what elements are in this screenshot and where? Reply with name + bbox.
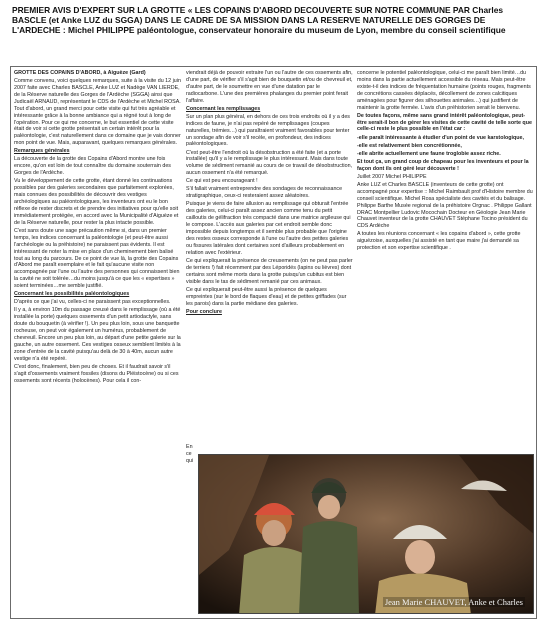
paragraph: C'est donc, finalement, bien peu de choses. Et il faudrait savoir s'il s'agit d'ossements vraiment fossiles (disons du Pléistocène) ou si ces ossements sont récents (holocènes). Pour cela il con- bbox=[14, 363, 179, 384]
paragraph: Ce qui expliquerait peut-être aussi la présence de quelques empreintes (sur le bord de flaques d'eau) et de petites griffades (sur les parois) dans la partie médiane des galeries. bbox=[186, 286, 347, 307]
bold-statement: Et tout ça, un grand coup de chapeau pour les inventeurs et pour la façon dont ils ont géré leur découverte ! bbox=[357, 158, 529, 172]
paragraph: Il y a, à environ 10m du passage creusé dans le remplissage (où a été installée la porte) quelques ossements d'un petit artiodactyle, sans doute du bouquetin (à vérifier !). Un peu plus loin, sous une banquette rocheuse, on peut voir également un humérus, probablement de chevreuil. Encore un peu plus loin, au départ d'une petite galerie sur la gauche, un autre ossement. Ces vestiges osseux semblent limités à la zone d'entrée de la cavité puisqu'au delà de 30 à 40m, aucun autre vestige n'a été repéré. bbox=[14, 307, 181, 362]
paragraph: concerne le potentiel paléontologique, celui-ci me paraît bien limité…du moins dans la partie actuellement accessible du réseau. Mais peut-être existe-t-il des indices de fréquentation humaine (points rouges, fragments de concrétions cassées déplacés, décollement de zones calcitiques aménagées pour figurer des silhouettes animales…) qui justifient de maintenir la grotte fermée. L'avis d'un préhistorien serait le bienvenu. bbox=[357, 70, 531, 111]
bold-statement: -elle abrite actuellement une faune troglobie assez riche. bbox=[357, 150, 501, 157]
paragraph: Comme convenu, voici quelques remarques, suite à la visite du 12 juin 2007 faite avec Charles BASCLE, Anke LUZ et Nadège VAN LIERDE, de la Réserve naturelle des Gorges de l'Ardèche (SGGA) ainsi que Judicaël ARNAUD, représentant le CDS de l'Ardèche et Michel ROSA. Tout d'abord, un grand merci pour cette visite qui fut très agréable et intéressante grâce à la bonne ambiance qui a régné tout à long de l'opération. Pour ce qui me concerne, le but essentiel de cette visite était de voir si cette grotte présentait un certain intérêt pour la paléontologie, c'est naturellement dans ce domaine que je vais donner mon point de vue. Mais, auparavant, quelques remarques générales. bbox=[14, 78, 181, 147]
bold-statement: -elle paraît intéressante à étudier d'un point de vue karstologique, bbox=[357, 134, 524, 141]
paragraph: S'il fallait vraiment entreprendre des sondages de reconnaissance stratigraphique, ceux-ci resteraient assez aléatoires. bbox=[186, 186, 343, 200]
cave-photo bbox=[198, 454, 534, 614]
bold-statement: De toutes façons, même sans grand intérêt paléontologique, peut-être serait-il bon de gérer les visites de cette cavité de telle sorte que celle-ci reste le plus possible en l'état car : bbox=[357, 112, 532, 133]
paragraph: Sur un plan plus général, en dehors de ces trois endroits où il y a des indices de faune, je n'ai pas repéré de remplissages (coupes naturelles, trémies…) qui paraîtraient vraiment favorables pour tenter un sondage afin de voir s'il recèle, en profondeur, des indices paléontologiques. bbox=[186, 113, 350, 148]
column-right bbox=[357, 70, 534, 454]
paragraph: En ce qui bbox=[186, 444, 194, 464]
paragraph: Ce qui est peu encourageant ! bbox=[186, 178, 258, 185]
section-heading: Pour conclure bbox=[186, 308, 222, 315]
column-middle bbox=[186, 70, 354, 456]
article-title: GROTTE DES COPAINS D'ABORD, à Aiguèze (Gard) bbox=[14, 70, 146, 76]
paragraph: C'est peut-être l'endroit où la désobstruction a été faite (et a porte installée) qu'il y a le remplissage le plus intéressant. Mais dans toute volume de sédiment remanié au cours de ce travail de désobstruction, aucun ossement n'a été remarqué. bbox=[186, 149, 353, 177]
paragraph: Vu le développement de cette grotte, étant donné les continuations possibles par des galeries secondaires que parfaitement explorées, mais connues des possibilités de découvrir des vestiges archéologiques au paléontologiques, les inventeurs ont eu le bon réflexe de rester discrets et de prendre des initiatives pour qu'elle soit immédiatement protégée, en accord avec la Municipalité d'Aiguèze et de la Réserve naturelle, pour rester la plus intacte possible. bbox=[14, 178, 179, 226]
cave-photo-illustration bbox=[199, 455, 534, 614]
paragraph: La découverte de la grotte des Copains d'Abord montre une fois encore, qu'on est loin de tout connaître du domaine souterrain des Gorges de l'Ardèche. bbox=[14, 156, 171, 177]
section-heading: Concernant les possibilités paléontologiques bbox=[14, 291, 130, 298]
paragraph: D'après ce que j'ai vu, celles-ci ne paraissent pas exceptionnelles. bbox=[14, 299, 171, 306]
paragraph: A toutes les réunions concernant « les copains d'abord », cette grotte aiguézoise, auxquelles j'ai assisté en tant que maire j'ai demandé sa protection et son expertise scientifique . bbox=[357, 231, 521, 252]
photo-caption: Jean Marie CHAUVET, Anke et Charles bbox=[384, 597, 523, 607]
section-heading: Concernant les remplissages bbox=[186, 105, 261, 112]
paragraph: Puisque je viens de faire allusion au remplissage qui obturait l'entrée des galeries, celui-ci paraît assez ancien comme tenu du petit cailloutis de gélifraction très compacté dans une matrice argileuse qui le compose. L'accès aux galeries par cet endroit semble donc impossible depuis longtemps et il semble plus probable que l'origine des restes osseux corresponde à l'une ou l'autre des petites galeries ou fissures latérales dont certaines sont d'ailleurs probablement en relation avec l'extérieur. bbox=[186, 201, 351, 256]
column-middle-fragment bbox=[186, 444, 198, 474]
paragraph: viendrait déjà de pouvoir extraire l'un ou l'autre de ces ossements afin, d'une part, de vérifier s'il s'agit bien de bouquetin et/ou de chevreuil et, d'autre part, de le soumettre en vue d'une datation par le radiocarbone. L'une des premières phalanges du premier point ferait l'affaire. bbox=[186, 70, 353, 104]
paragraph: Ce qui expliquerait la présence de creusements (on ne peut pas parler de terriers !) fait récemment par des Léporidés (lapins ou lièvres) dont certains sont même morts dans la grotte puisqu'un cubitus est bien visible dans le tas de sédiment remanié par ces animaux. bbox=[186, 257, 353, 285]
bold-statement: -elle est relativement bien concrétionnée, bbox=[357, 142, 462, 149]
signature-line: Juillet 2007 Michel PHILIPPE bbox=[357, 173, 427, 180]
paragraph: C'est sans doute une sage précaution même si, dans un premier temps, les indices concernant la paléontologie (et peut-être aussi l'archéologie ou la préhistoire) ne paraissent pas évidents. Il est intéressant de noter la mise en place d'un cheminement bien balisé tout au long du parcours. De ce point de vue là, la grotte des Copains d'Abord me paraît exemplaire et le fait qu'aucune visite non accompagnée par l'une ou l'autre des personnes qui connaissent bien la cavité ne soit tolérée…du moins jusqu'à ce que les « expertises » soient terminées…me semble justifié. bbox=[14, 227, 180, 290]
paragraph: Anke LUZ et Charles BASCLE (inventeurs de cette grotte) ont accompagné pour expertise :: Michel Raimbault prof d'Histoire membre du conseil scientifique. Michel Rosa spécialiste des cavités et du balisage. Philippe Barthe Musée regional de la préhistoire Orgnac . Philippe Gallant DRAC Montpellier Ludovic Mocochain Docteur en Géologie Jean Marie Chauvet inventeur de la grotte CHAUVET Stéphane Tocino président du CDS Ardèche bbox=[357, 181, 533, 230]
headline: PREMIER AVIS D'EXPERT SUR LA GROTTE « LES COPAINS D'ABORD DECOUVERTE SUR NOTRE COMMUNE PAR Charles BASCLE (et Anke LUZ du SGGA) DANS LE CADRE DE SA MISSION DANS LA RESERVE NATURELLE DES GORGES DE L'ARDECHE : Michel PHILIPPE paléontologue, conservateur honoraire du museum de Lyon, membre du conseil scientifique bbox=[12, 5, 506, 35]
section-heading: Remarques générales bbox=[14, 148, 70, 155]
column-left bbox=[14, 70, 182, 610]
